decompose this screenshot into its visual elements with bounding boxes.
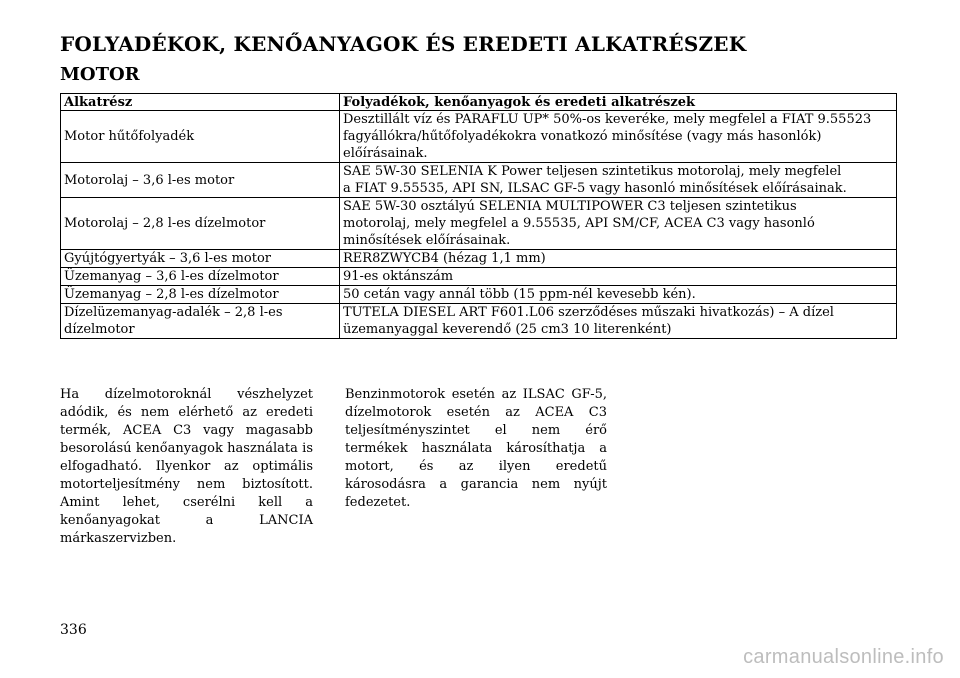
page-number: 336 [60, 622, 87, 638]
note-right-paragraph: Benzinmotorok esetén az ILSAC GF-5, dízelmotorok esetén az ACEA C3 teljesítményszintet el nem érő termékek használata károsíthatja a motort, és az ilyen eredetű károsodásra a garancia nem nyújt fedezetet. [345, 387, 607, 510]
table-row [61, 250, 897, 268]
spec-line: SAE 5W-30 osztályú SELENIA MULTIPOWER C3 teljesen szintetikus [343, 199, 797, 214]
fluids-table [60, 93, 897, 339]
watermark: carmanualsonline.info [743, 646, 944, 668]
table-row [61, 268, 897, 286]
table-row [61, 286, 897, 304]
table-header-row [61, 94, 897, 111]
note-left-paragraph: Ha dízelmotoroknál vészhelyzet adódik, és nem elérhető az eredeti termék, ACEA C3 vagy magasabb besorolású kenőanyagok használata is elfogadható. Ilyenkor az optimális motorteljesítmény nem biztosított. Amint lehet, cserélni kell a kenőanyagokat a LANCIA márkaszervizben. [60, 387, 313, 546]
table-row [61, 304, 897, 339]
table-row [61, 111, 897, 163]
spec-cell: 91-es oktánszám [340, 268, 897, 286]
part-line: Dízelüzemanyag-adalék – 2,8 l-es [64, 305, 283, 320]
column-header-part: Alkatrész [61, 94, 340, 111]
column-header-spec: Folyadékok, kenőanyagok és eredeti alkatrészek [340, 94, 897, 111]
part-cell: Üzemanyag – 2,8 l-es dízelmotor [61, 286, 340, 304]
spec-cell [340, 163, 897, 198]
part-cell: Gyújtógyertyák – 3,6 l-es motor [61, 250, 340, 268]
section-heading: MOTOR [60, 64, 140, 85]
spec-line: TUTELA DIESEL ART F601.L06 szerződéses műszaki hivatkozás) – A dízel [343, 305, 834, 320]
spec-cell [340, 304, 897, 339]
page-title: FOLYADÉKOK, KENŐANYAGOK ÉS EREDETI ALKATRÉSZEK [60, 32, 747, 56]
spec-line: minősítések előírásainak. [343, 233, 511, 248]
spec-cell [340, 198, 897, 250]
part-cell: Üzemanyag – 3,6 l-es dízelmotor [61, 268, 340, 286]
spec-line: előírásainak. [343, 146, 428, 161]
table-row [61, 163, 897, 198]
part-cell: Motorolaj – 3,6 l-es motor [61, 163, 340, 198]
part-cell: Motor hűtőfolyadék [61, 111, 340, 163]
spec-line: a FIAT 9.55535, API SN, ILSAC GF-5 vagy hasonló minősítések előírásainak. [343, 181, 847, 196]
spec-line: motorolaj, mely megfelel a 9.55535, API SM/CF, ACEA C3 vagy hasonló [343, 216, 815, 231]
spec-cell: 50 cetán vagy annál több (15 ppm-nél kevesebb kén). [340, 286, 897, 304]
spec-line: SAE 5W-30 SELENIA K Power teljesen szintetikus motorolaj, mely megfelel [343, 164, 842, 179]
spec-line: üzemanyaggal keverendő (25 cm3 10 literenként) [343, 322, 672, 337]
part-line: dízelmotor [64, 322, 135, 337]
part-cell [61, 304, 340, 339]
spec-line: fagyállókra/hűtőfolyadékokra vonatkozó minősítése (vagy más hasonlók) [343, 129, 822, 144]
part-cell: Motorolaj – 2,8 l-es dízelmotor [61, 198, 340, 250]
spec-cell [340, 111, 897, 163]
table-row [61, 198, 897, 250]
spec-cell: RER8ZWYCB4 (hézag 1,1 mm) [340, 250, 897, 268]
spec-line: Desztillált víz és PARAFLU UP* 50%-os keveréke, mely megfelel a FIAT 9.55523 [343, 112, 872, 127]
